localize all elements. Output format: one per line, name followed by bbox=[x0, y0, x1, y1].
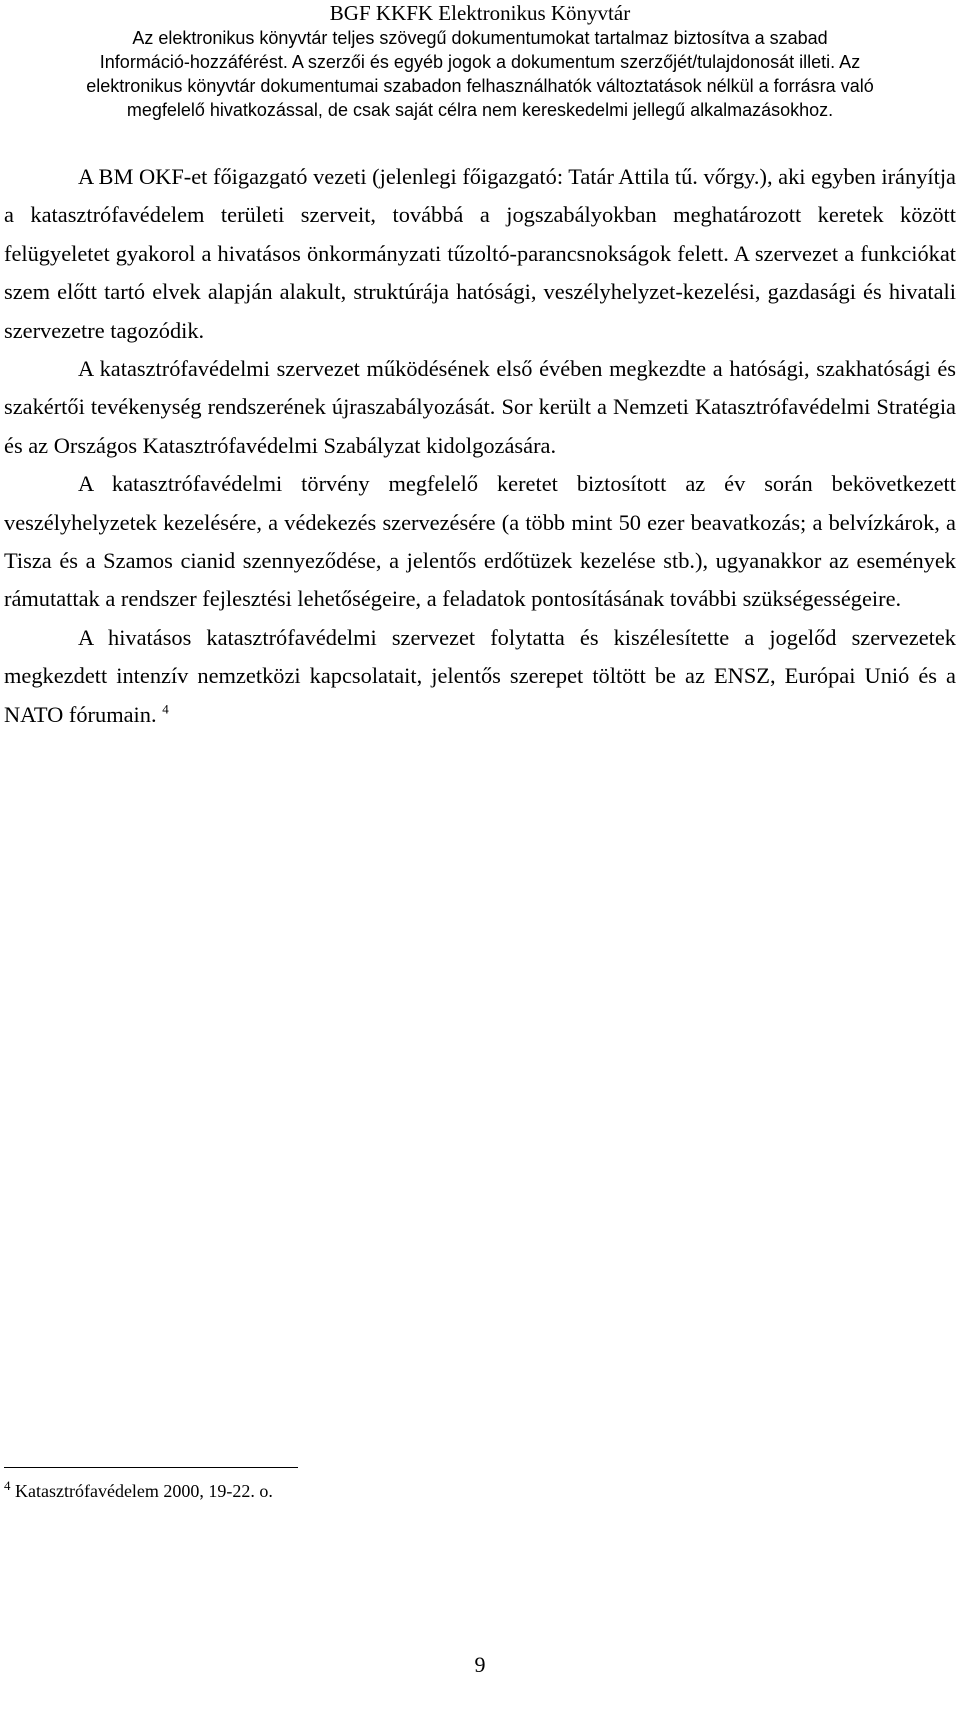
paragraph-4 bbox=[4, 619, 956, 734]
page-number: 9 bbox=[474, 1652, 486, 1677]
document-body bbox=[4, 158, 956, 734]
paragraph-4-text: A hivatásos katasztrófavédelmi szervezet folytatta és kiszélesítette a jogelőd szervezetek megkezdett intenzív nemzetközi kapcsolatait, jelentős szerepet töltött be az ENSZ, Európai Unió és a NATO fórumain. bbox=[4, 624, 956, 727]
header-notice-line-3: elektronikus könyvtár dokumentumai szabadon felhasználhatók változtatások nélkül a forrásra való bbox=[86, 76, 874, 96]
header-title: BGF KKFK Elektronikus Könyvtár bbox=[329, 1, 631, 25]
footnote-reference: 4 bbox=[162, 701, 169, 717]
footnote bbox=[4, 1478, 273, 1504]
footnote-divider bbox=[4, 1467, 298, 1468]
library-header bbox=[0, 0, 960, 122]
paragraph-3: A katasztrófavédelmi törvény megfelelő keretet biztosított az év során bekövetkezett veszélyhelyzetek kezelésére, a védekezés szervezésére (a több mint 50 ezer beavatkozás; a belvízkárok, a Tisza és a Szamos cianid szennyeződése, a jelentős erdőtüzek kezelése stb.), ugyanakkor az események rámutattak a rendszer fejlesztési lehetőségeire, a feladatok pontosításának további szükségességeire. bbox=[4, 471, 956, 612]
paragraph-2: A katasztrófavédelmi szervezet működésének első évében megkezdte a hatósági, szakhatósági és szakértői tevékenység rendszerének újraszabályozását. Sor került a Nemzeti Katasztrófavédelmi Stratégia és az Országos Katasztrófavédelmi Szabályzat kidolgozására. bbox=[4, 356, 956, 458]
footnote-number: 4 bbox=[4, 1478, 11, 1493]
paragraph-1: A BM OKF-et főigazgató vezeti (jelenlegi főigazgató: Tatár Attila tű. vőrgy.), aki egyben irányítja a katasztrófavédelem területi szerveit, továbbá a jogszabályokban meghatározott keretek között felügyeletet gyakorol a hivatásos önkormányzati tűzoltó-parancsnokságok felett. A szervezet a funkciókat szem előtt tartó elvek alapján alakult, struktúrája hatósági, veszélyhelyzet-kezelési, gazdasági és hivatali szervezetre tagozódik. bbox=[4, 164, 956, 343]
header-notice-line-4: megfelelő hivatkozással, de csak saját célra nem kereskedelmi jellegű alkalmazásokhoz. bbox=[126, 100, 834, 120]
footnote-text: Katasztrófavédelem 2000, 19-22. o. bbox=[15, 1481, 273, 1501]
header-notice-line-2: Információ-hozzáférést. A szerzői és egyéb jogok a dokumentum szerzőjét/tulajdonosát illeti. Az bbox=[99, 52, 861, 72]
header-notice-line-1: Az elektronikus könyvtár teljes szövegű dokumentumokat tartalmaz biztosítva a szabad bbox=[132, 28, 828, 48]
